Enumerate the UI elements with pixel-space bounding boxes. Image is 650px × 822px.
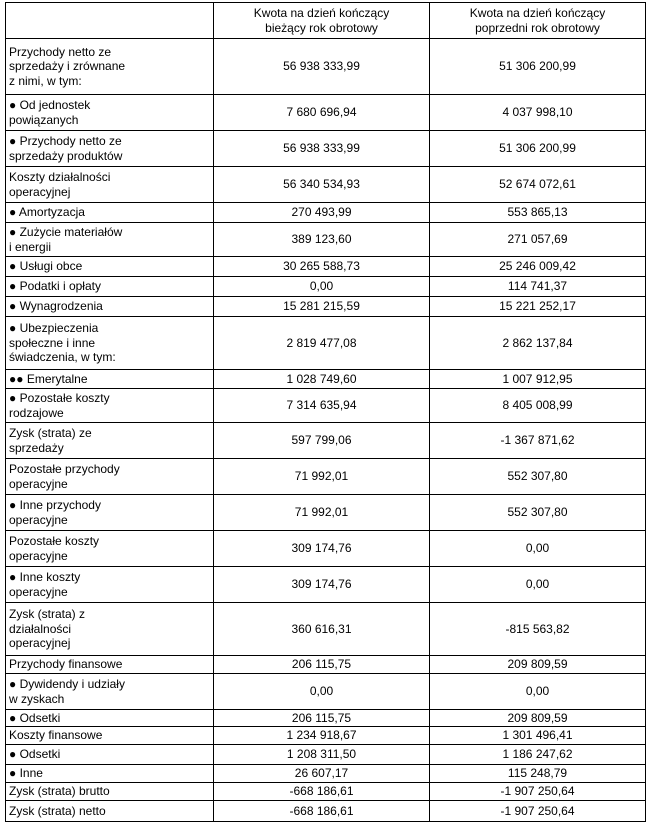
previous-year-value: 209 809,59 xyxy=(430,656,646,674)
previous-year-value: 115 248,79 xyxy=(430,765,646,783)
current-year-value: 7 314 635,94 xyxy=(214,389,430,423)
table-row xyxy=(6,603,646,656)
row-label: Zysk (strata) ze sprzedaży xyxy=(6,423,214,459)
row-label: ● Przychody netto ze sprzedaży produktów xyxy=(6,131,214,167)
current-year-value: 71 992,01 xyxy=(214,459,430,495)
current-year-value: 7 680 696,94 xyxy=(214,95,430,131)
previous-year-value: 4 037 998,10 xyxy=(430,95,646,131)
current-year-value: 30 265 588,73 xyxy=(214,257,430,277)
header-previous-year: Kwota na dzień kończący poprzedni rok obrotowy xyxy=(430,3,646,39)
row-label: Zysk (strata) netto xyxy=(6,801,214,822)
row-label: ● Amortyzacja xyxy=(6,203,214,223)
current-year-value: 0,00 xyxy=(214,277,430,297)
previous-year-value: 271 057,69 xyxy=(430,223,646,257)
current-year-value: 0,00 xyxy=(214,674,430,710)
previous-year-value: 1 301 496,41 xyxy=(430,727,646,745)
previous-year-value: 0,00 xyxy=(430,531,646,567)
row-label: Koszty działalności operacyjnej xyxy=(6,167,214,203)
previous-year-value: 1 007 912,95 xyxy=(430,370,646,389)
current-year-value: 309 174,76 xyxy=(214,567,430,603)
header-current-year: Kwota na dzień kończący bieżący rok obrotowy xyxy=(214,3,430,39)
previous-year-value: 25 246 009,42 xyxy=(430,257,646,277)
current-year-value: 56 938 333,99 xyxy=(214,131,430,167)
previous-year-value: 209 809,59 xyxy=(430,710,646,727)
row-label: ● Ubezpieczenia społeczne i inne świadczenia, w tym: xyxy=(6,317,214,370)
current-year-value: 1 208 311,50 xyxy=(214,745,430,765)
table-row xyxy=(6,710,646,727)
row-label: Koszty finansowe xyxy=(6,727,214,745)
row-label: ● Dywidendy i udziały w zyskach xyxy=(6,674,214,710)
table-row xyxy=(6,39,646,95)
row-label: Przychody netto ze sprzedaży i zrównane z nimi, w tym: xyxy=(6,39,214,95)
previous-year-value: 0,00 xyxy=(430,567,646,603)
row-label: Zysk (strata) z działalności operacyjnej xyxy=(6,603,214,656)
row-label: ● Od jednostek powiązanych xyxy=(6,95,214,131)
previous-year-value: 0,00 xyxy=(430,674,646,710)
row-label: ● Wynagrodzenia xyxy=(6,297,214,317)
table-row xyxy=(6,567,646,603)
current-year-value: 1 234 918,67 xyxy=(214,727,430,745)
header-blank xyxy=(6,3,214,39)
table-row xyxy=(6,167,646,203)
current-year-value: 15 281 215,59 xyxy=(214,297,430,317)
current-year-value: 309 174,76 xyxy=(214,531,430,567)
current-year-value: -668 186,61 xyxy=(214,801,430,822)
current-year-value: 389 123,60 xyxy=(214,223,430,257)
previous-year-value: -1 367 871,62 xyxy=(430,423,646,459)
row-label: ● Usługi obce xyxy=(6,257,214,277)
previous-year-value: -1 907 250,64 xyxy=(430,801,646,822)
previous-year-value: 553 865,13 xyxy=(430,203,646,223)
table-row xyxy=(6,674,646,710)
table-row xyxy=(6,423,646,459)
row-label: ● Odsetki xyxy=(6,710,214,727)
row-label: ● Podatki i opłaty xyxy=(6,277,214,297)
table-row xyxy=(6,495,646,531)
table-row xyxy=(6,370,646,389)
table-row xyxy=(6,656,646,674)
previous-year-value: 1 186 247,62 xyxy=(430,745,646,765)
row-label: ● Pozostałe koszty rodzajowe xyxy=(6,389,214,423)
table-row xyxy=(6,95,646,131)
current-year-value: 206 115,75 xyxy=(214,656,430,674)
table-row xyxy=(6,277,646,297)
current-year-value: 206 115,75 xyxy=(214,710,430,727)
row-label: ● Inne koszty operacyjne xyxy=(6,567,214,603)
previous-year-value: 51 306 200,99 xyxy=(430,131,646,167)
table-row xyxy=(6,317,646,370)
table-row xyxy=(6,727,646,745)
previous-year-value: -1 907 250,64 xyxy=(430,783,646,801)
row-label: Pozostałe przychody operacyjne xyxy=(6,459,214,495)
table-row xyxy=(6,257,646,277)
previous-year-value: 51 306 200,99 xyxy=(430,39,646,95)
table-row xyxy=(6,765,646,783)
row-label: ●● Emerytalne xyxy=(6,370,214,389)
row-label: Pozostałe koszty operacyjne xyxy=(6,531,214,567)
current-year-value: 360 616,31 xyxy=(214,603,430,656)
current-year-value: -668 186,61 xyxy=(214,783,430,801)
table-row xyxy=(6,203,646,223)
current-year-value: 2 819 477,08 xyxy=(214,317,430,370)
table-row xyxy=(6,223,646,257)
previous-year-value: 15 221 252,17 xyxy=(430,297,646,317)
previous-year-value: -815 563,82 xyxy=(430,603,646,656)
table-row xyxy=(6,531,646,567)
current-year-value: 71 992,01 xyxy=(214,495,430,531)
financial-table xyxy=(5,2,646,822)
row-label: Zysk (strata) brutto xyxy=(6,783,214,801)
previous-year-value: 52 674 072,61 xyxy=(430,167,646,203)
table-row xyxy=(6,297,646,317)
row-label: ● Odsetki xyxy=(6,745,214,765)
previous-year-value: 552 307,80 xyxy=(430,459,646,495)
table-row xyxy=(6,389,646,423)
current-year-value: 597 799,06 xyxy=(214,423,430,459)
current-year-value: 1 028 749,60 xyxy=(214,370,430,389)
row-label: Przychody finansowe xyxy=(6,656,214,674)
previous-year-value: 8 405 008,99 xyxy=(430,389,646,423)
current-year-value: 56 938 333,99 xyxy=(214,39,430,95)
table-row xyxy=(6,801,646,822)
previous-year-value: 2 862 137,84 xyxy=(430,317,646,370)
table-row xyxy=(6,459,646,495)
previous-year-value: 114 741,37 xyxy=(430,277,646,297)
header-row xyxy=(6,3,646,39)
row-label: ● Zużycie materiałów i energii xyxy=(6,223,214,257)
table-row xyxy=(6,783,646,801)
current-year-value: 26 607,17 xyxy=(214,765,430,783)
current-year-value: 56 340 534,93 xyxy=(214,167,430,203)
previous-year-value: 552 307,80 xyxy=(430,495,646,531)
row-label: ● Inne xyxy=(6,765,214,783)
table-row xyxy=(6,131,646,167)
row-label: ● Inne przychody operacyjne xyxy=(6,495,214,531)
current-year-value: 270 493,99 xyxy=(214,203,430,223)
table-row xyxy=(6,745,646,765)
